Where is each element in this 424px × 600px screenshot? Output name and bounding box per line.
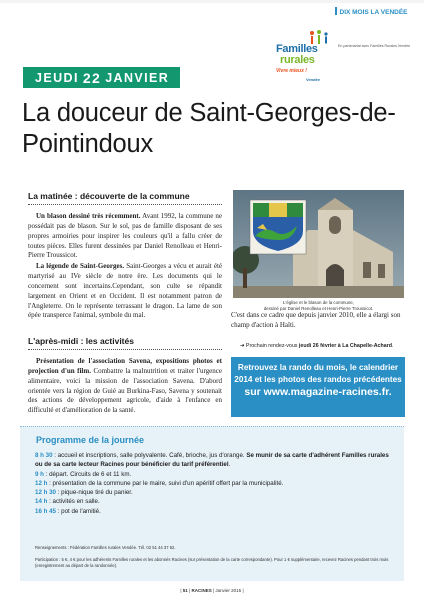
savena-paragraph (28, 357, 222, 416)
item-text: : départ. Circuits de 6 et 11 km. (43, 470, 132, 478)
savena-lead: Présentation de l'association Savena, expositions photos et projection d'un film. (28, 357, 222, 375)
logo-line2: rurales (280, 54, 315, 66)
next-date-place: jeudi 26 février à La Chapelle-Achard (298, 343, 392, 349)
page-title: La douceur de Saint-Georges-de-Pointindoux (22, 99, 396, 158)
item-tail: . (228, 461, 231, 469)
legend-paragraph (28, 262, 222, 321)
logo-region: Vendée (306, 77, 321, 82)
section-label: DIX MOIS LA VENDÉE (339, 9, 408, 16)
divider (28, 204, 222, 205)
morning-heading-a: La matinée (28, 191, 73, 201)
legend-text: Saint-Georges a vécu et aurait été martyrisé au IVe siècle de notre ère. Les documents qui le concernent sont incertains.Cependant, son culte se répandit largement en Orient et en Occident. Il est notamment patron de l'Angleterre. On le représente terrassant le dragon. La lame de son épée transperce l'animal, symbole du mal. (28, 262, 222, 320)
familles-rurales-logo (272, 30, 334, 92)
program-list (35, 451, 397, 516)
program-item (35, 497, 397, 506)
item-time: 8 h 30 (35, 452, 53, 459)
item-time: 14 h (35, 498, 48, 506)
page-number: 51 (182, 588, 188, 593)
next-meeting-note (240, 343, 405, 349)
item-time: 12 h 30 (35, 489, 56, 497)
promo-line3 (231, 386, 405, 399)
issue-date: Janvier 2015 (215, 588, 242, 593)
item-time: 16 h 45 (35, 507, 56, 515)
page-footer: | 51 | RACINES | Janvier 2015 | (180, 588, 244, 593)
date-number: 22 (82, 69, 102, 86)
coat-of-arms (250, 200, 306, 254)
date-month: JANVIER (105, 70, 170, 85)
blason-text: Avant 1992, la commune ne possédait pas de blason. Sur le sol, pas de famille disposant de ses propres armoiries pour inspirer les couleurs qu'il a fallu créer de toutes pièces. Elles furent dessinées par Daniel Renolleau et Henri-Pierre Troussicot. (28, 212, 222, 260)
savena-text: Combattre la malnutrition et traiter l'urgence alimentaire, voici la mission de l'association Savena. D'abord orientée vers la région de Guié au Burkina-Faso, Savena y soutenait des actions de développement agricole, d'aide à l'enfance en difficulté et d'amélioration de la santé. (28, 366, 223, 415)
church-illustration (233, 190, 404, 298)
program-item (35, 470, 397, 479)
divider (28, 349, 222, 350)
next-prefix: ➔ Prochain rendez-vous (240, 343, 299, 349)
blason-lead: Un blason dessiné très récemment. (36, 212, 141, 220)
afternoon-heading-sep: : (78, 336, 86, 346)
morning-heading-b: découverte de la commune (79, 191, 190, 201)
date-banner (23, 67, 180, 88)
afternoon-section (28, 336, 222, 416)
afternoon-heading-a: L'après-midi (28, 336, 79, 346)
church-photo (233, 190, 404, 298)
caption-line1: L'église et le blason de la commune, (283, 300, 354, 305)
program-item (35, 451, 397, 470)
promo-line1: Retrouvez la rando du mois, le calendrier (237, 363, 399, 372)
legend-lead: La légende de Saint-Georges. (36, 262, 125, 271)
morning-heading (28, 191, 222, 201)
website-link[interactable]: www.magazine-racines.fr (263, 386, 389, 398)
partner-note: En partenariat avec Familles Rurales Vendée (338, 44, 411, 48)
morning-section (28, 191, 222, 321)
blason-paragraph (28, 212, 222, 261)
caption-line2: dessiné par Daniel Renolleau et Henri-Pierre Troussicot. (263, 306, 374, 311)
morning-heading-sep: : (72, 191, 80, 201)
item-text: : activités en salle. (47, 498, 100, 506)
program-item (35, 479, 397, 488)
afternoon-heading (28, 336, 222, 346)
program-item (35, 488, 397, 497)
promo-box (231, 357, 405, 417)
logo-slogan: Vivre mieux ! (276, 68, 307, 74)
magazine-name: RACINES (191, 588, 212, 593)
item-text: : accueil et inscriptions, salle polyvalente. Café, brioche, jus d'orange. (52, 452, 247, 459)
item-text: : pot de l'amitié. (55, 507, 101, 515)
date-day: JEUDI (35, 70, 79, 85)
promo-suffix: . (388, 386, 392, 398)
logo-line1: Familles (276, 43, 318, 55)
participation-note: Participation : 5 €, 4 € pour les adhérents Familles rurales et les abonnés Racines (sur présentation de la carte correspondante). Pour 1 € supplémentaire, recevez Racines pendant trois mois (enregistrement au départ de la randonnée). (35, 557, 389, 568)
section-tag (335, 7, 408, 16)
info-line: Renseignements : Fédération Familles rurales Vendée. Tél. 02 51 44 37 62. (35, 545, 176, 550)
promo-line2: 2014 et les photos des randos précédentes (234, 375, 402, 384)
program-box (20, 426, 404, 581)
next-suffix: . (391, 343, 394, 349)
program-item (35, 507, 397, 516)
item-bold: Se munir de sa carte d'adhérent Familles rurales ou de sa carte lecteur Racines pour bénéficier du tarif préférentiel (35, 452, 389, 469)
top-rule (0, 0, 424, 3)
item-text: : pique-nique tiré du panier. (55, 489, 133, 497)
item-text: : présentation de la commune par le maire, suivi d'un apéritif offert par la municipalité. (47, 479, 284, 487)
promo-prefix: sur (244, 386, 264, 398)
item-time: 12 h (35, 479, 48, 487)
program-heading: Programme de la journée (36, 435, 145, 445)
item-time: 9 h (35, 470, 44, 478)
haiti-paragraph: C'est dans ce cadre que depuis janvier 2010, elle a élargi son champ d'action à Haïti. (231, 311, 401, 329)
afternoon-heading-b: les activités (85, 336, 134, 346)
